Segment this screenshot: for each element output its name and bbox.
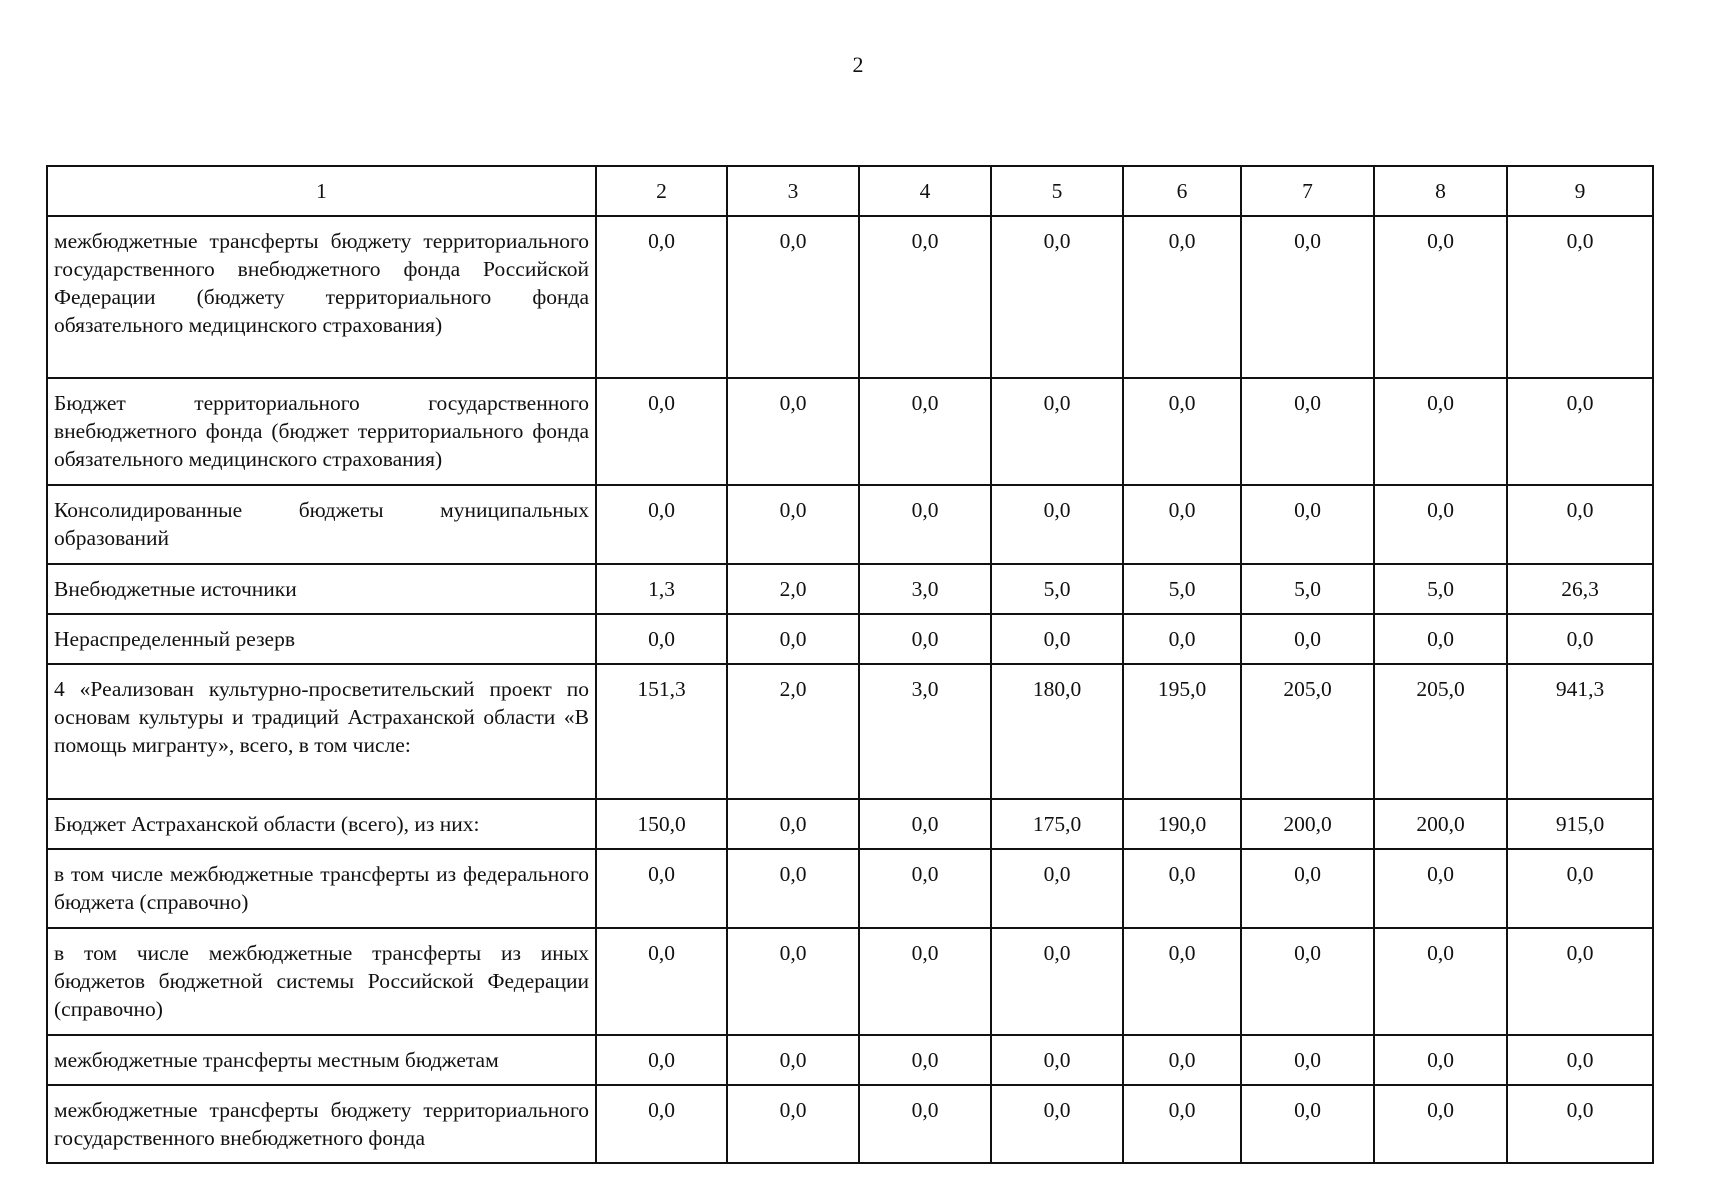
value-cell: 0,0 bbox=[1374, 614, 1507, 664]
column-header: 6 bbox=[1123, 166, 1241, 216]
value-cell: 0,0 bbox=[991, 1035, 1123, 1085]
value-cell: 0,0 bbox=[1507, 378, 1653, 485]
value-cell: 0,0 bbox=[1374, 1035, 1507, 1085]
value-cell: 0,0 bbox=[1123, 378, 1241, 485]
value-cell: 941,3 bbox=[1507, 664, 1653, 799]
value-cell: 0,0 bbox=[596, 928, 727, 1035]
value-cell: 0,0 bbox=[727, 485, 859, 564]
value-cell: 0,0 bbox=[727, 1085, 859, 1163]
value-cell: 5,0 bbox=[991, 564, 1123, 614]
value-cell: 0,0 bbox=[596, 1035, 727, 1085]
table-row bbox=[47, 928, 1653, 1035]
value-cell: 0,0 bbox=[859, 378, 991, 485]
row-label: Бюджет территориального государственного внебюджетного фонда (бюджет территориального фонда обязательного медицинского страхования) bbox=[47, 378, 596, 485]
value-cell: 0,0 bbox=[727, 1035, 859, 1085]
column-header: 5 bbox=[991, 166, 1123, 216]
value-cell: 2,0 bbox=[727, 664, 859, 799]
value-cell: 0,0 bbox=[596, 1085, 727, 1163]
value-cell: 0,0 bbox=[1507, 1035, 1653, 1085]
value-cell: 0,0 bbox=[596, 485, 727, 564]
value-cell: 0,0 bbox=[1374, 485, 1507, 564]
value-cell: 0,0 bbox=[1123, 849, 1241, 928]
value-cell: 26,3 bbox=[1507, 564, 1653, 614]
table-row bbox=[47, 564, 1653, 614]
header-row bbox=[47, 166, 1653, 216]
value-cell: 0,0 bbox=[991, 1085, 1123, 1163]
row-label: межбюджетные трансферты бюджету территориального государственного внебюджетного фонда bbox=[47, 1085, 596, 1163]
value-cell: 0,0 bbox=[859, 799, 991, 849]
row-label: Бюджет Астраханской области (всего), из них: bbox=[47, 799, 596, 849]
value-cell: 175,0 bbox=[991, 799, 1123, 849]
table-row bbox=[47, 799, 1653, 849]
value-cell: 0,0 bbox=[1374, 849, 1507, 928]
column-header: 7 bbox=[1241, 166, 1374, 216]
column-header: 9 bbox=[1507, 166, 1653, 216]
value-cell: 0,0 bbox=[991, 216, 1123, 378]
table-row bbox=[47, 1085, 1653, 1163]
value-cell: 0,0 bbox=[1241, 485, 1374, 564]
value-cell: 0,0 bbox=[1374, 216, 1507, 378]
value-cell: 200,0 bbox=[1241, 799, 1374, 849]
value-cell: 0,0 bbox=[859, 928, 991, 1035]
value-cell: 0,0 bbox=[859, 1085, 991, 1163]
value-cell: 3,0 bbox=[859, 564, 991, 614]
value-cell: 0,0 bbox=[1241, 928, 1374, 1035]
value-cell: 5,0 bbox=[1123, 564, 1241, 614]
value-cell: 0,0 bbox=[1374, 1085, 1507, 1163]
value-cell: 0,0 bbox=[727, 216, 859, 378]
value-cell: 0,0 bbox=[1123, 1085, 1241, 1163]
value-cell: 0,0 bbox=[1374, 928, 1507, 1035]
value-cell: 5,0 bbox=[1241, 564, 1374, 614]
row-label: Консолидированные бюджеты муниципальных образований bbox=[47, 485, 596, 564]
value-cell: 0,0 bbox=[991, 378, 1123, 485]
row-label: Внебюджетные источники bbox=[47, 564, 596, 614]
page-number: 2 bbox=[852, 52, 864, 77]
table-row bbox=[47, 849, 1653, 928]
value-cell: 0,0 bbox=[991, 849, 1123, 928]
value-cell: 0,0 bbox=[1507, 485, 1653, 564]
value-cell: 0,0 bbox=[1123, 216, 1241, 378]
value-cell: 0,0 bbox=[991, 614, 1123, 664]
value-cell: 0,0 bbox=[1507, 849, 1653, 928]
row-label: межбюджетные трансферты бюджету территориального государственного внебюджетного фонда Российской Федерации (бюджету территориального фонда обязательного медицинского страхования) bbox=[47, 216, 596, 378]
table-row bbox=[47, 614, 1653, 664]
column-header: 4 bbox=[859, 166, 991, 216]
row-label: в том числе межбюджетные трансферты из иных бюджетов бюджетной системы Российской Федерации (справочно) bbox=[47, 928, 596, 1035]
value-cell: 205,0 bbox=[1374, 664, 1507, 799]
table-header bbox=[47, 166, 1653, 216]
value-cell: 205,0 bbox=[1241, 664, 1374, 799]
value-cell: 0,0 bbox=[859, 849, 991, 928]
value-cell: 0,0 bbox=[1123, 485, 1241, 564]
value-cell: 0,0 bbox=[596, 378, 727, 485]
value-cell: 3,0 bbox=[859, 664, 991, 799]
column-header: 8 bbox=[1374, 166, 1507, 216]
table-row bbox=[47, 378, 1653, 485]
table-body bbox=[47, 216, 1653, 1163]
table-row bbox=[47, 485, 1653, 564]
value-cell: 0,0 bbox=[1241, 1035, 1374, 1085]
value-cell: 2,0 bbox=[727, 564, 859, 614]
value-cell: 0,0 bbox=[1507, 614, 1653, 664]
value-cell: 0,0 bbox=[1123, 614, 1241, 664]
value-cell: 0,0 bbox=[1241, 614, 1374, 664]
value-cell: 0,0 bbox=[1241, 216, 1374, 378]
value-cell: 0,0 bbox=[1507, 216, 1653, 378]
value-cell: 0,0 bbox=[727, 928, 859, 1035]
value-cell: 0,0 bbox=[1123, 928, 1241, 1035]
value-cell: 0,0 bbox=[1241, 849, 1374, 928]
value-cell: 0,0 bbox=[1241, 378, 1374, 485]
value-cell: 1,3 bbox=[596, 564, 727, 614]
column-header: 3 bbox=[727, 166, 859, 216]
value-cell: 0,0 bbox=[859, 614, 991, 664]
value-cell: 0,0 bbox=[727, 849, 859, 928]
row-label: Нераспределенный резерв bbox=[47, 614, 596, 664]
value-cell: 5,0 bbox=[1374, 564, 1507, 614]
value-cell: 0,0 bbox=[1241, 1085, 1374, 1163]
value-cell: 915,0 bbox=[1507, 799, 1653, 849]
column-header: 1 bbox=[47, 166, 596, 216]
value-cell: 0,0 bbox=[859, 485, 991, 564]
row-label: межбюджетные трансферты местным бюджетам bbox=[47, 1035, 596, 1085]
value-cell: 0,0 bbox=[1507, 1085, 1653, 1163]
value-cell: 0,0 bbox=[596, 216, 727, 378]
column-header: 2 bbox=[596, 166, 727, 216]
value-cell: 0,0 bbox=[859, 1035, 991, 1085]
value-cell: 151,3 bbox=[596, 664, 727, 799]
value-cell: 0,0 bbox=[991, 928, 1123, 1035]
budget-table bbox=[46, 165, 1654, 1164]
table-row bbox=[47, 664, 1653, 799]
value-cell: 0,0 bbox=[596, 849, 727, 928]
table-row bbox=[47, 216, 1653, 378]
value-cell: 200,0 bbox=[1374, 799, 1507, 849]
value-cell: 0,0 bbox=[596, 614, 727, 664]
value-cell: 150,0 bbox=[596, 799, 727, 849]
value-cell: 195,0 bbox=[1123, 664, 1241, 799]
row-label: в том числе межбюджетные трансферты из федерального бюджета (справочно) bbox=[47, 849, 596, 928]
value-cell: 180,0 bbox=[991, 664, 1123, 799]
row-label: 4 «Реализован культурно-просветительский проект по основам культуры и традиций Астраханской области «В помощь мигранту», всего, в том числе: bbox=[47, 664, 596, 799]
value-cell: 0,0 bbox=[859, 216, 991, 378]
value-cell: 0,0 bbox=[727, 378, 859, 485]
value-cell: 0,0 bbox=[1123, 1035, 1241, 1085]
value-cell: 0,0 bbox=[991, 485, 1123, 564]
value-cell: 190,0 bbox=[1123, 799, 1241, 849]
value-cell: 0,0 bbox=[727, 614, 859, 664]
value-cell: 0,0 bbox=[1374, 378, 1507, 485]
table-row bbox=[47, 1035, 1653, 1085]
value-cell: 0,0 bbox=[727, 799, 859, 849]
value-cell: 0,0 bbox=[1507, 928, 1653, 1035]
